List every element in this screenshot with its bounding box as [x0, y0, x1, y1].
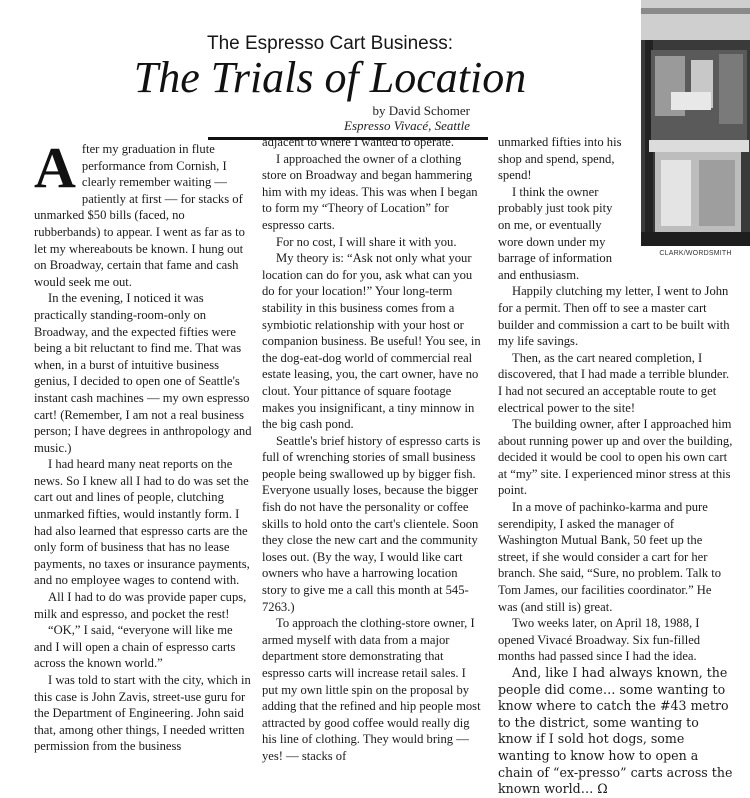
col3-paragraph: Then, as the cart neared completion, I discovered, that I had made a terrible blunder. I had not secured an acceptable route to get electrical power to the site! [498, 350, 730, 415]
author-name: by David Schomer [372, 103, 470, 118]
col3-paragraph: unmarked fifties into his shop and spend, spend, spend! [498, 135, 622, 183]
col1-paragraph: “OK,” I said, “everyone will like me and I will open a chain of espresso carts across the known world.” [34, 623, 236, 671]
article-kicker: The Espresso Cart Business: [206, 33, 454, 54]
col1-paragraph: All I had to do was provide paper cups, milk and espresso, and pocket the rest! [34, 590, 247, 621]
col2-paragraph: I approached the owner of a clothing store on Broadway and began hammering him with my ideas. This was when I began to form my “Theory of Location” for espresso carts. [262, 151, 478, 232]
col2-paragraph: For no cost, I will share it with you. [276, 234, 457, 249]
drop-cap: A [34, 135, 76, 200]
col1-paragraph: In the evening, I noticed it was practically standing-room-only on Broadway, and the expected fifties were being a bit reluctant to find me. That was when, in a burst of intuitive business genius, I decided to open one of Seattle's instant cash machines — my own espresso cart! (Remember, I am not a real business person; I have degrees in anthropology and music.) [34, 291, 252, 455]
byline [150, 103, 470, 133]
publication-name: Espresso Vivacé, Seattle [344, 118, 470, 133]
photo-credit: CLARK/WORDSMITH [659, 250, 732, 257]
col3-paragraph: And, like I had always known, the people did come… some wanting to know where to catch the #43 metro to the district, some wanting to know if I sold hot dogs, some wanting to know how to open a chain of “ex-presso” carts across the known world… Ω [498, 665, 733, 797]
col2-paragraph: Seattle's brief history of espresso carts is full of wrenching stories of small business people being swallowed up by bigger fish. Everyone usually loses, because the bigger fish do not have the personality or coffee skills to hold onto the cart's clientele. Soon they close the new cart and the community loses out. (By the way, I would like cart owners who have a harrowing location story to give me a call this month at 545-7263.) [262, 433, 481, 614]
col1-paragraph: After my graduation in flute performance from Cornish, I clearly remember waiting — patiently at first — for stacks of unmarked $50 bills (faced, no rubberbands) to appear. I went as far as to let my whereabouts be known. I hung out on Broadway, certain that fame and cash would seek me out. [34, 135, 245, 289]
col3-paragraph: The building owner, after I approached him about running power up and over the building, decided it would be cool to open his own cart at “my” site. I experienced minor stress at this point. [498, 417, 733, 498]
col3-paragraph: Two weeks later, on April 18, 1988, I opened Vivacé Broadway. Six fun-filled months had passed since I had the idea. [498, 616, 701, 664]
article-title: The Trials of Location [133, 53, 527, 102]
col3-paragraph: Happily clutching my letter, I went to John for a permit. Then off to see a master cart builder and commission a cart to be built with my life savings. [498, 284, 730, 349]
article-column-1 [34, 135, 252, 755]
col2-paragraph: adjacent to where I wanted to operate. [262, 135, 454, 149]
col2-paragraph: To approach the clothing-store owner, I armed myself with data from a major department store demonstrating that espresso carts will increase retail sales. I put my own little spin on the proposal by adding that the refined and hip people most attracted by good coffee would really dig his line of clothing. They would bring — yes! — stacks of [262, 616, 481, 763]
col3-paragraph: I think the owner probably just took pity on me, or eventually wore down under my barrage of information and enthusiasm. [498, 184, 613, 282]
col2-paragraph: My theory is: “Ask not only what your location can do for you, ask what can you do for your location!” Your long-term stability in this business comes from a symbiotic relationship with your host or companion business. Be useful! You see, in the dog-eat-dog world of commercial real estate leasing, you, the cart owner, have no clout. Your pittance of square footage makes you insignificant, a tiny minnow in the big cash pond. [262, 251, 481, 432]
col3-paragraph: In a move of pachinko-karma and pure serendipity, I asked the manager of Washington Mutual Bank, 50 feet up the street, if she would consider a cart for her branch. She said, “Sure, no problem. Talk to Tom James, our facilities coordinator.” He was (and still is) great. [498, 500, 722, 614]
col1-paragraph: I was told to start with the city, which in this case is John Zavis, street-use guru for the Department of Engineering. John said that, among other things, I needed written permission from the business [34, 673, 251, 754]
article-column-3 [498, 134, 734, 798]
article-column-2 [262, 134, 484, 765]
col1-paragraph: I had heard many neat reports on the news. So I knew all I had to do was set the cart out and lines of people, clutching unmarked fifties, would instantly form. I had also learned that espresso carts are the only form of business that has no lease payments, no taxes or insurance payments, and no employee wages to contend with. [34, 457, 250, 588]
